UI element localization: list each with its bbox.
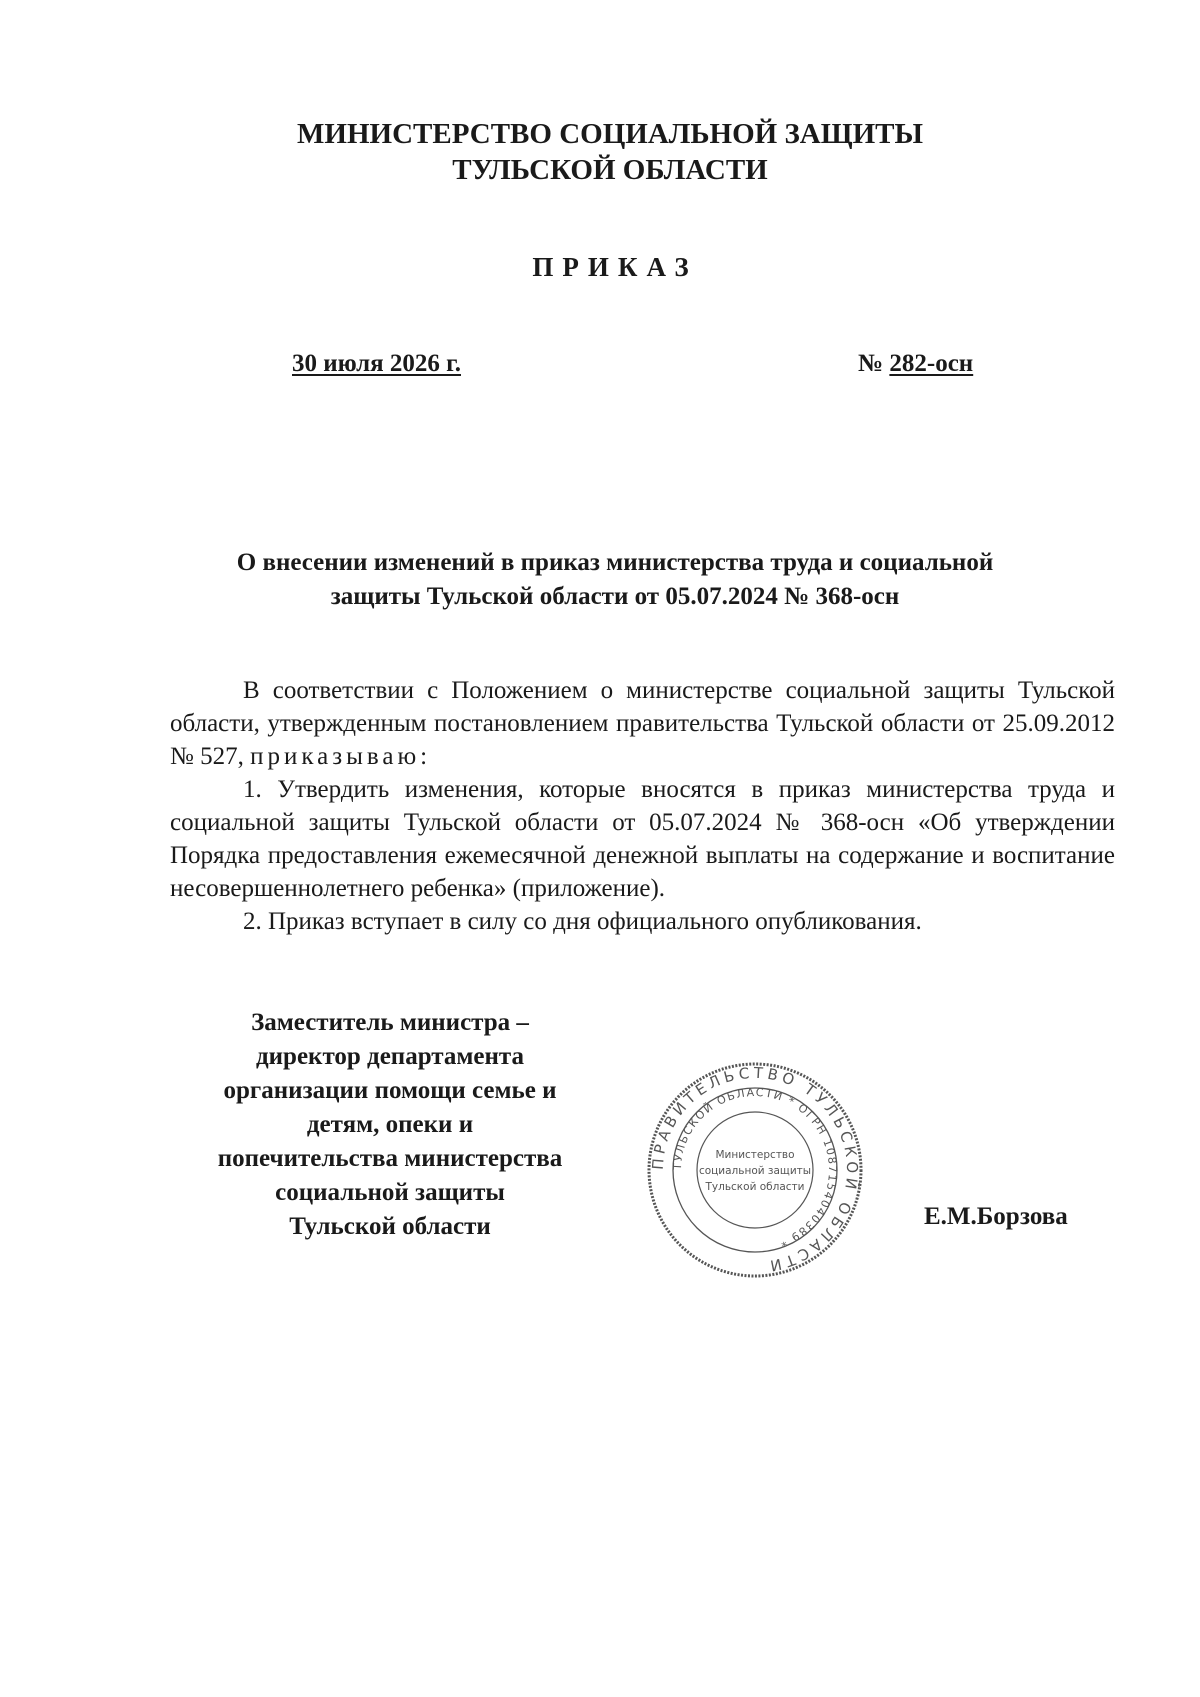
signer-title-line: детям, опеки и (306, 1111, 474, 1138)
seal-inner-text: ТУЛЬСКОЙ ОБЛАСТИ * ОГРН 1087154040389 * (670, 1085, 840, 1250)
seal-outer-text: ПРАВИТЕЛЬСТВО ТУЛЬСКОЙ ОБЛАСТИ (648, 1063, 862, 1276)
ministry-line-2: ТУЛЬСКОЙ ОБЛАСТИ (452, 154, 768, 186)
signer-name: Е.М.Борзова (924, 1203, 1068, 1230)
signer-title (170, 1006, 610, 1244)
order-item-1: 1. Утвердить изменения, которые вносятся в приказ министерства труда и социальной защиты Тульской области от 05.07.2024 № 368-осн «Об утверждении Порядка предоставления ежемесячной денежной выплаты на содержание и воспитание несовершеннолетнего ребенка» (приложение). (170, 776, 1115, 902)
subject-line-1: О внесении изменений в приказ министерства труда и социальной (236, 549, 994, 576)
order-item-2: 2. Приказ вступает в силу со дня официального опубликования. (243, 908, 922, 935)
order-word: приказываю: (250, 743, 432, 770)
seal-center-line-3: Тульской области (705, 1181, 805, 1193)
order-date: 30 июля 2026 г. (292, 350, 461, 377)
seal-center-line-1: Министерство (715, 1149, 795, 1161)
official-seal-stamp (645, 1060, 865, 1280)
signer-title-line: попечительства министерства (217, 1145, 563, 1172)
order-title: ПРИКАЗ (532, 252, 698, 282)
order-subject (150, 546, 1080, 614)
preamble-paragraph (170, 674, 1115, 773)
signer-title-line: организации помощи семье и (223, 1077, 557, 1104)
signer-title-line: социальной защиты (275, 1179, 505, 1206)
preamble-text: В соответствии с Положением о министерстве социальной защиты Тульской области, утвержденным постановлением правительства Тульской области от 25.09.2012 № 527, (170, 677, 1115, 770)
order-number (858, 350, 973, 378)
seal-center-line-2: социальной защиты (698, 1165, 812, 1177)
signer-title-line: Заместитель министра – (251, 1009, 529, 1036)
ministry-header (0, 116, 1200, 188)
ministry-line-1: МИНИСТЕРСТВО СОЦИАЛЬНОЙ ЗАЩИТЫ (297, 118, 923, 150)
subject-line-2: защиты Тульской области от 05.07.2024 № 368-осн (330, 583, 900, 610)
order-number-value: 282-осн (889, 350, 974, 377)
order-body (170, 674, 1115, 938)
signer-title-line: директор департамента (256, 1043, 524, 1070)
signer-title-line: Тульской области (289, 1213, 491, 1240)
order-number-prefix: № (858, 350, 884, 377)
